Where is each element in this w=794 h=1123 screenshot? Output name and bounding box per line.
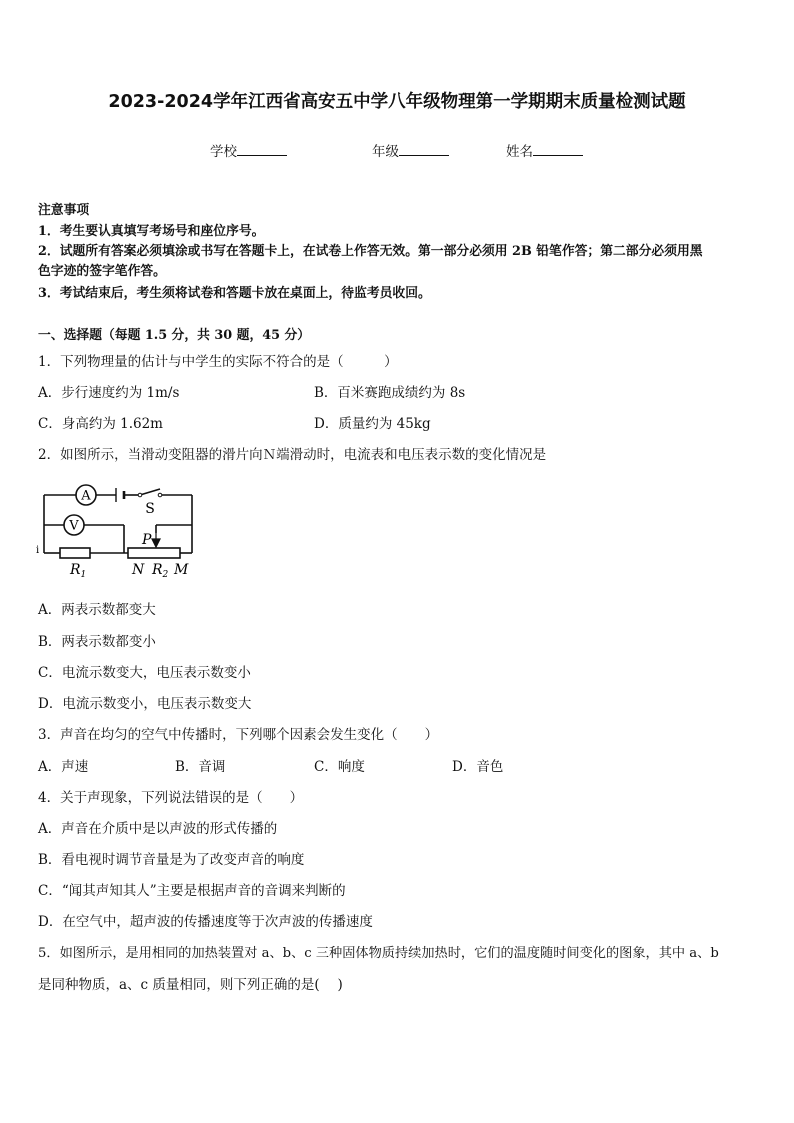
q3-option-c[interactable]: C．响度 — [314, 759, 365, 775]
slider-label: P — [142, 532, 152, 548]
grade-label: 年级 — [372, 144, 399, 160]
grade-blank[interactable] — [399, 141, 449, 156]
q3-stem: 3．声音在均匀的空气中传播时，下列哪个因素会发生变化（ ） — [38, 727, 439, 743]
q2-option-c[interactable]: C．电流示数变大，电压表示数变小 — [38, 665, 251, 681]
section-heading: 一、选择题（每题 1.5 分，共 30 题，45 分） — [38, 328, 311, 343]
n-label: N — [132, 562, 145, 578]
name-field — [506, 140, 583, 160]
q2-stem: 2．如图所示，当滑动变阻器的滑片向Ｎ端滑动时，电流表和电压表示数的变化情况是 — [38, 447, 547, 463]
q4-option-b[interactable]: B．看电视时调节音量是为了改变声音的响度 — [38, 852, 305, 868]
slider-arrow-icon — [152, 533, 160, 547]
q3-option-d[interactable]: D．音色 — [452, 759, 504, 775]
q1-stem: 1．下列物理量的估计与中学生的实际不符合的是（ ） — [38, 354, 398, 370]
q2-option-b[interactable]: B．两表示数都变小 — [38, 634, 156, 650]
stray-mark: i — [36, 545, 40, 556]
q1-option-d[interactable]: D．质量约为 45kg — [314, 416, 431, 432]
q4-option-d[interactable]: D．在空气中，超声波的传播速度等于次声波的传播速度 — [38, 914, 373, 930]
q2-option-d[interactable]: D．电流示数变小，电压表示数变大 — [38, 696, 252, 712]
name-blank[interactable] — [533, 141, 583, 156]
notes-heading: 注意事项 — [38, 203, 90, 218]
q2-option-a[interactable]: A．两表示数都变大 — [38, 602, 156, 618]
switch-contact-left — [138, 493, 142, 497]
q5-stem-line2: 是同种物质，a、c 质量相同，则下列正确的是( ) — [38, 977, 343, 993]
q4-stem: 4．关于声现象，下列说法错误的是（ ） — [38, 790, 304, 806]
name-label: 姓名 — [506, 144, 533, 160]
m-label: M — [174, 562, 189, 578]
voltmeter-label: V — [69, 518, 79, 534]
r1-label: $R_1$ — [70, 562, 87, 579]
q1-option-a[interactable]: A．步行速度约为 1m/s — [38, 385, 180, 401]
school-label: 学校 — [210, 144, 237, 160]
notes-item-3: 3．考试结束后，考生须将试卷和答题卡放在桌面上，待监考员收回。 — [38, 286, 431, 301]
ammeter-label: A — [81, 488, 91, 504]
grade-field — [372, 140, 449, 160]
rheostat-r2 — [128, 548, 180, 558]
page-title: 2023-2024学年江西省高安五中学八年级物理第一学期期末质量检测试题 — [108, 92, 686, 112]
notes-item-2-cont: 色字迹的签字笔作答。 — [38, 264, 166, 279]
school-field — [210, 140, 287, 160]
q3-option-a[interactable]: A．声速 — [38, 759, 89, 775]
q4-option-a[interactable]: A．声音在介质中是以声波的形式传播的 — [38, 821, 278, 837]
notes-item-2: 2．试题所有答案必须填涂或书写在答题卡上，在试卷上作答无效。第一部分必须用 2B 铅笔作答；第二部分必须用黑 — [38, 244, 703, 259]
switch-label: S — [145, 501, 155, 517]
resistor-r1 — [60, 548, 90, 558]
notes-item-1: 1．考生要认真填写考场号和座位序号。 — [38, 224, 265, 239]
switch-contact-right — [158, 493, 162, 497]
q4-option-c[interactable]: C．“闻其声知其人”主要是根据声音的音调来判断的 — [38, 883, 346, 899]
r2-label: $R_2$ — [152, 562, 169, 579]
q3-option-b[interactable]: B．音调 — [175, 759, 226, 775]
q5-stem-line1: 5．如图所示，是用相同的加热装置对 a、b、c 三种固体物质持续加热时，它们的温度随时间变化的图象，其中 a、b — [38, 946, 719, 961]
q1-option-b[interactable]: B．百米赛跑成绩约为 8s — [314, 385, 466, 401]
q1-option-c[interactable]: C．身高约为 1.62m — [38, 416, 163, 432]
circuit-diagram — [36, 483, 206, 579]
school-blank[interactable] — [237, 141, 287, 156]
